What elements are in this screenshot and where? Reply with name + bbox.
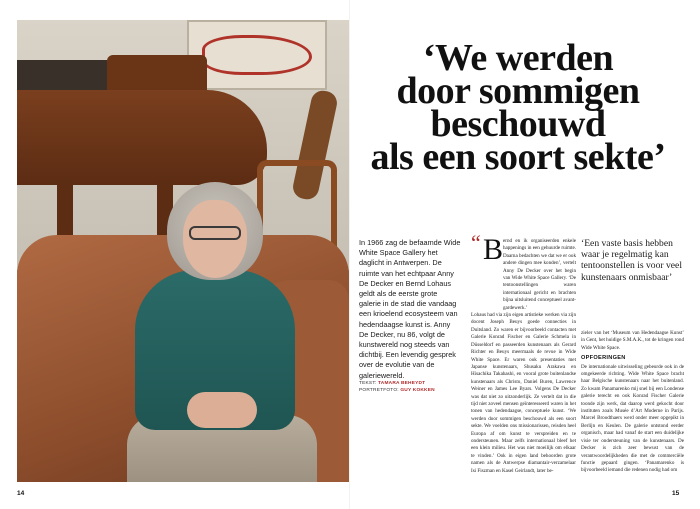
body-paragraph: Lohaus had via zijn eigen artistieke werken via zijn docent Joseph Beuys goede connecties in Duitsland. Zo waren er bijvoorbeeld contacten met Galerie Konrad Fischer en Galerie Schmela in Düsseldorf en passeerden kunstenaars als Gerard Richter en Beuys meermaals de revue in Wide White Space. Er waren ook presentaties met Japanse kunstenaars, Shusaku Arakawa en Hisachika Takahashi, en vooral grote buitenlandse kunstenaars als Christo, Daniel Buren, Lawrence Weiner en James Lee Byars. Volgens De Decker was dat niet zo uitzonderlijk. Ze vertelt dat in die tijd niet zoveel mensen geïnteresseerd waren in het tonen van hedendaagse, conceptuele kunst. ‘We werden door sommigen beschouwd als een soort sekte. We voelden ons missionarissen, reisden heel Europa af om kunst te verspreiden en te ondersteunen. Maar zelfs internationaal bleef het een klein milieu. Het was niet moeilijk om elkaar te vinden.’ Ook in eigen land behoorden grote namen als de Antwerpse diamantair-verzamelaar Isi Fiszman en Kasel Geirlandt, later be- [471, 312, 576, 474]
credit-photo-author: GUY KOKKEN [400, 388, 435, 393]
photo-person-hands [187, 392, 257, 428]
photo-person-glasses [189, 226, 241, 240]
pull-quote: ‘Een vaste basis hebben waar je regelmatig kan tentoonstellen is voor veel kunstenaars onmisbaar’ [581, 238, 682, 283]
section-subhead: OPFOERINGEN [581, 355, 626, 362]
credit-text-line [359, 380, 469, 387]
body-paragraph: zieler van het ‘Museum van Hedendaagse Kunst’ in Gent, het huidige S.M.A.K., tot de kringen rond Wide White Space. [581, 330, 684, 351]
credit-text-author: TAMARA BEHEYDT [378, 381, 426, 386]
article-headline [357, 37, 679, 178]
portrait-photo [17, 20, 349, 482]
photo-artwork-red-line [202, 35, 312, 75]
headline-line: door sommigen [396, 70, 640, 112]
body-lead-paragraph: ernd en ik organiseerden enkele happenings in een gehuurde ruimte. Daarna bedachten we dat we er ook andere dingen mee konden’, vertelt Anny De Decker over het begin van Wide White Space Gallery. ‘De tentoonstellingen waren internationaal gericht en brachten bijna uitsluitend conceptueel avant-gardewerk.’ [503, 238, 576, 311]
body-column-1 [471, 230, 576, 475]
body-column-2 [581, 330, 684, 475]
drop-cap: B [483, 233, 504, 266]
body-paragraph: De internationale uitwisseling gebeurde ook in de omgekeerde richting. Wide White Space bracht haar Belgische kunstenaars naar het buitenland. Zo kwam Panamarenko mij snel bij een Londense galerie terecht en ook Konrad Fischer Galerie toonde zijn werk, dat daarop werd gekocht door instituten zoals Musée d’Art Moderne in Parijs. Marcel Broodthaers werd onder meer opgepikt in Berlijn en Keulen. De galerie ontstond eerder organisch, maar had vanaf de start een duidelijke visie ter ondersteuning van de kunstenaars. De Decker is zich zeer bewust van de verantwoordelijkheden die met de commerciële functie gepaard gingen. ‘Panamarenko is bijvoorbeeld iemand die redenen nodig had om [581, 363, 684, 474]
credit-text-label: TEKST: [359, 381, 377, 386]
page-gutter [349, 0, 350, 509]
article-credits [359, 380, 469, 394]
page-number-right: 15 [672, 490, 680, 497]
headline-line: als een soort sekte’ [370, 136, 666, 178]
headline-line: ‘We werden [422, 37, 614, 79]
article-intro: In 1966 zag de befaamde Wide White Space Gallery het daglicht in Antwerpen. De ruimte van het echtpaar Anny De Decker en Bernd Lohaus geldt als de eerste grote galerie in de stad die vandaag een krioelend ecosysteem van hedendaagse kunst is. Anny De Decker, nu 86, volgt de kunstwereld nog steeds van dichtbij. Een levendig gesprek over de evolutie van de galeriewereld. [359, 238, 461, 380]
photo-grand-piano [17, 90, 267, 185]
credit-photo-line [359, 387, 469, 394]
page-number-left: 14 [17, 490, 25, 497]
headline-line: beschouwd [430, 103, 606, 145]
drop-quote-mark: “ [471, 230, 481, 255]
credit-photo-label: PORTRETFOTO: [359, 388, 399, 393]
